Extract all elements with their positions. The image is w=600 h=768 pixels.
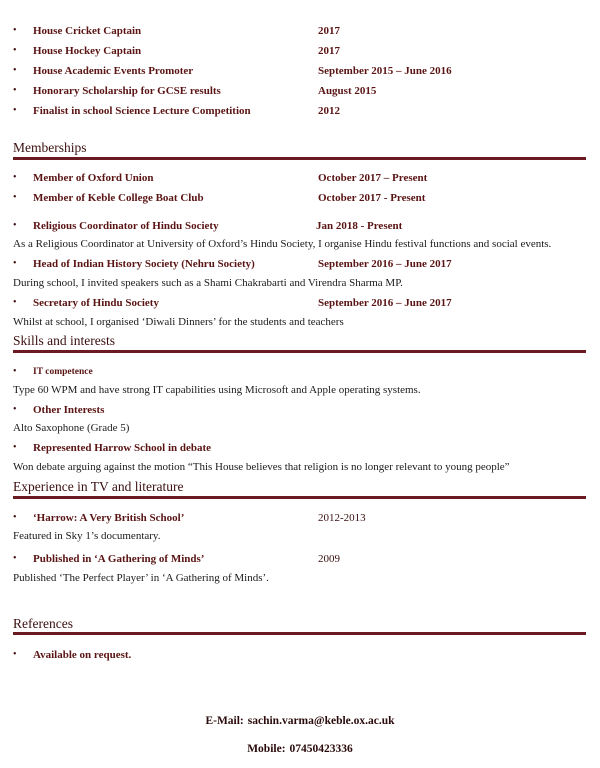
section-heading-references: References xyxy=(13,616,73,631)
list-item xyxy=(0,646,600,664)
contact-mobile-line xyxy=(0,740,600,758)
award-date: 2017 xyxy=(318,25,340,37)
membership-date: September 2016 – June 2017 xyxy=(318,297,452,309)
experience-description: Featured in Sky 1’s documentary. xyxy=(13,530,161,542)
mobile-number[interactable]: 07450423336 xyxy=(289,743,353,755)
experience-label: Published in ‘A Gathering of Minds’ xyxy=(33,553,205,565)
mobile-label: Mobile: xyxy=(247,743,286,755)
award-date: August 2015 xyxy=(318,85,377,97)
award-label: House Academic Events Promoter xyxy=(33,65,194,77)
skill-label: Other Interests xyxy=(33,404,105,416)
skill-label: IT competence xyxy=(33,367,93,377)
bullet: • xyxy=(13,45,17,56)
list-item xyxy=(0,42,600,60)
award-label: Honorary Scholarship for GCSE results xyxy=(33,85,221,97)
email-label: E-Mail: xyxy=(205,715,244,727)
membership-description: Whilst at school, I organised ‘Diwali Dinners’ for the students and teachers xyxy=(13,316,344,328)
list-item xyxy=(0,509,600,527)
skill-description: Type 60 WPM and have strong IT capabilities using Microsoft and Apple operating systems. xyxy=(13,384,421,396)
list-item xyxy=(0,189,600,207)
bullet: • xyxy=(13,65,17,76)
membership-description: During school, I invited speakers such as a Shami Chakrabarti and Virendra Sharma MP. xyxy=(13,277,403,289)
membership-date: October 2017 - Present xyxy=(318,192,426,204)
award-date: 2012 xyxy=(318,105,340,117)
experience-date: 2009 xyxy=(318,553,340,565)
experience-label: ‘Harrow: A Very British School’ xyxy=(33,512,185,524)
award-label: House Cricket Captain xyxy=(33,25,142,37)
list-item xyxy=(0,22,600,40)
experience-date: 2012-2013 xyxy=(318,512,366,524)
bullet: • xyxy=(13,192,17,203)
membership-label: Member of Keble College Boat Club xyxy=(33,192,204,204)
award-label: Finalist in school Science Lecture Competition xyxy=(33,105,251,117)
section-divider xyxy=(13,496,586,499)
section-divider xyxy=(13,350,586,353)
membership-date: Jan 2018 - Present xyxy=(316,220,403,232)
bullet: • xyxy=(13,442,17,453)
membership-label: Secretary of Hindu Society xyxy=(33,297,159,309)
skill-label: Represented Harrow School in debate xyxy=(33,442,212,454)
section-divider xyxy=(13,157,586,160)
contact-email-line xyxy=(0,712,600,730)
award-label: House Hockey Captain xyxy=(33,45,142,57)
section-divider xyxy=(13,632,586,635)
membership-description: As a Religious Coordinator at University of Oxford’s Hindu Society, I organise Hindu festival functions and social events. xyxy=(13,238,552,250)
bullet: • xyxy=(13,512,17,523)
award-date: 2017 xyxy=(318,45,340,57)
bullet: • xyxy=(13,404,17,415)
membership-date: September 2016 – June 2017 xyxy=(318,258,452,270)
membership-label: Religious Coordinator of Hindu Society xyxy=(33,220,219,232)
membership-label: Head of Indian History Society (Nehru Society) xyxy=(33,258,255,270)
membership-label: Member of Oxford Union xyxy=(33,172,154,184)
section-heading-skills: Skills and interests xyxy=(13,333,115,348)
section-heading-memberships: Memberships xyxy=(13,140,87,155)
list-item xyxy=(0,102,600,120)
list-item xyxy=(0,217,600,235)
bullet: • xyxy=(13,85,17,96)
list-item xyxy=(0,401,600,419)
list-item xyxy=(0,62,600,80)
experience-description: Published ‘The Perfect Player’ in ‘A Gathering of Minds’. xyxy=(13,572,269,584)
references-item: Available on request. xyxy=(33,649,132,661)
bullet: • xyxy=(13,172,17,183)
membership-date: October 2017 – Present xyxy=(318,172,428,184)
list-item xyxy=(0,363,600,381)
bullet: • xyxy=(13,105,17,116)
bullet: • xyxy=(13,25,17,36)
list-item xyxy=(0,169,600,187)
email-address[interactable]: sachin.varma@keble.ox.ac.uk xyxy=(247,715,395,727)
award-date: September 2015 – June 2016 xyxy=(318,65,452,77)
bullet: • xyxy=(13,553,17,564)
bullet: • xyxy=(13,366,17,377)
bullet: • xyxy=(13,258,17,269)
bullet: • xyxy=(13,649,17,660)
list-item xyxy=(0,294,600,312)
list-item xyxy=(0,550,600,568)
skill-description: Alto Saxophone (Grade 5) xyxy=(13,422,130,434)
skill-description: Won debate arguing against the motion “This House believes that religion is no longer relevant to young people” xyxy=(13,461,510,473)
list-item xyxy=(0,255,600,273)
list-item xyxy=(0,82,600,100)
bullet: • xyxy=(13,220,17,231)
list-item xyxy=(0,439,600,457)
section-heading-experience: Experience in TV and literature xyxy=(13,479,184,494)
bullet: • xyxy=(13,297,17,308)
